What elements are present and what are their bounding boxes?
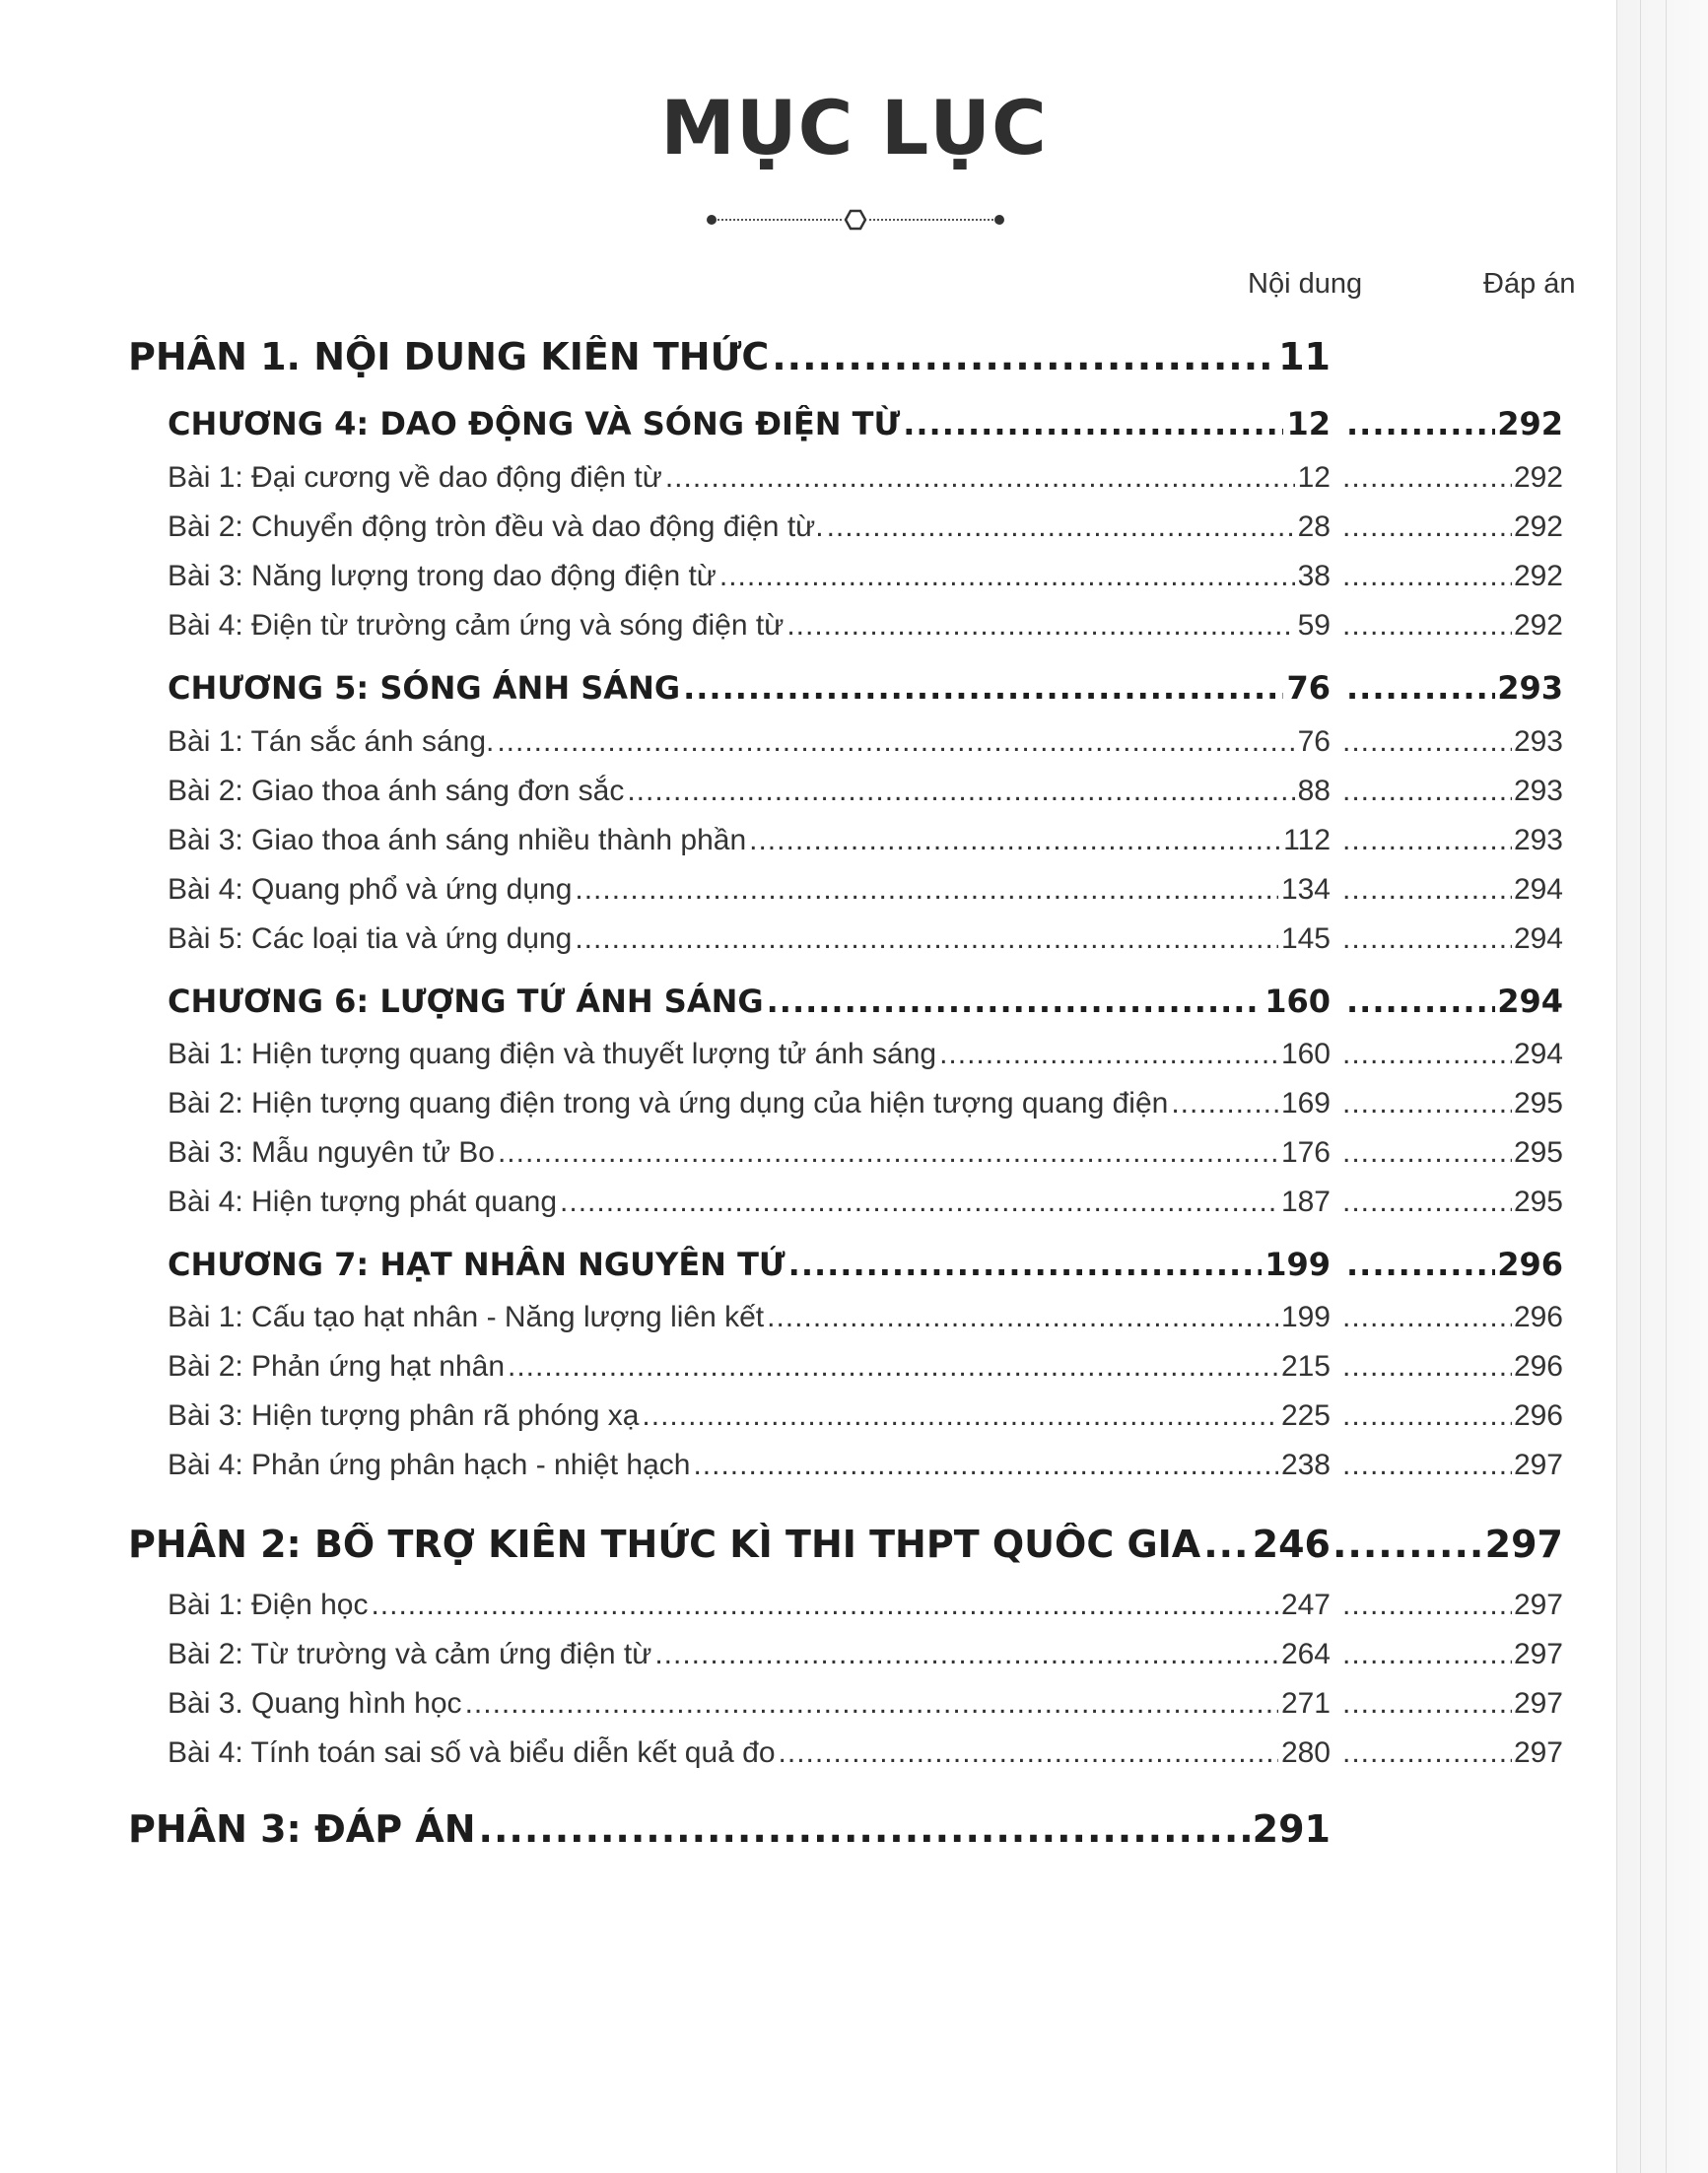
- toc-lesson[interactable]: Bài 2: Từ trường và cảm ứng điện từ ..... 264: [168, 1638, 1331, 1671]
- toc-lesson[interactable]: Bài 4: Quang phổ và ứng dụng ..... 134: [168, 873, 1331, 907]
- page-edge-line: [1640, 0, 1641, 2173]
- toc-answer-page: ..... 294: [1342, 1038, 1563, 1071]
- toc-lesson[interactable]: Bài 1: Tán sắc ánh sáng. ..... 76: [168, 725, 1331, 759]
- toc-page-number: 187: [1280, 1186, 1331, 1218]
- toc-page-number: 291: [1252, 1807, 1331, 1851]
- toc-answer-page: ..... 297: [1342, 1687, 1563, 1721]
- toc-lesson[interactable]: Bài 3: Mẫu nguyên tử Bo ..... 176: [168, 1136, 1331, 1170]
- toc-page-number: 11: [1278, 335, 1331, 378]
- toc-lesson[interactable]: Bài 2: Hiện tượng quang điện trong và ứng dụng của hiện tượng quang điện ..... 169: [168, 1087, 1331, 1120]
- toc-answer-page: ..... 297: [1342, 1638, 1563, 1671]
- toc-lesson[interactable]: Bài 4: Phản ứng phân hạch - nhiệt hạch ..... 238: [168, 1449, 1331, 1482]
- toc-page-number: 160: [1280, 1038, 1331, 1070]
- toc-lesson[interactable]: Bài 5: Các loại tia và ứng dụng ..... 145: [168, 922, 1331, 956]
- toc-lesson[interactable]: Bài 4: Hiện tượng phát quang ..... 187: [168, 1186, 1331, 1219]
- page-title: MỤC LỤC: [660, 84, 1048, 171]
- toc-answer-page: ..... 293: [1342, 725, 1563, 759]
- toc-page-number: 112: [1283, 824, 1331, 856]
- toc-page-number: 280: [1280, 1736, 1331, 1769]
- toc-page-number: 271: [1280, 1687, 1331, 1720]
- toc-answer-page: ..... 294: [1342, 873, 1563, 907]
- toc-answer-page: ..... 292: [1342, 560, 1563, 593]
- toc-answer-page: ..... 297: [1342, 1589, 1563, 1622]
- toc-answer-page: ..... 295: [1342, 1087, 1563, 1120]
- toc-page-number: 28: [1297, 510, 1331, 543]
- toc-answer-page: ..... 294: [1346, 983, 1563, 1020]
- toc-page-number: 247: [1280, 1589, 1331, 1621]
- page-edge-shade: [1616, 0, 1708, 2173]
- toc-lesson[interactable]: Bài 1: Đại cương về dao động điện từ ..... 12: [168, 461, 1331, 495]
- toc-answer-page: ..... 293: [1342, 775, 1563, 808]
- toc-answer-page: ..... 293: [1346, 669, 1563, 707]
- toc-page-number: 59: [1297, 609, 1331, 642]
- toc-chapter-4[interactable]: CHƯƠNG 4: DAO ĐỘNG VÀ SÓNG ĐIỆN TỪ ..... 12: [168, 405, 1331, 442]
- toc-lesson[interactable]: Bài 2: Phản ứng hạt nhân ..... 215: [168, 1350, 1331, 1384]
- toc-page-number: 238: [1280, 1449, 1331, 1481]
- toc-lesson[interactable]: Bài 3: Giao thoa ánh sáng nhiều thành phần ..... 112: [168, 824, 1331, 857]
- toc-chapter-5[interactable]: CHƯƠNG 5: SÓNG ÁNH SÁNG ..... 76: [168, 669, 1331, 707]
- toc-answer-page: ..... 296: [1342, 1399, 1563, 1433]
- toc-lesson[interactable]: Bài 2: Chuyển động tròn đều và dao động điện từ. ..... 28: [168, 510, 1331, 544]
- toc-answer-page: ..... 292: [1342, 461, 1563, 495]
- toc-answer-page: ..... 296: [1346, 1246, 1563, 1283]
- page-edge-line: [1666, 0, 1667, 2173]
- toc-page-number: 215: [1280, 1350, 1331, 1383]
- toc-page-number: 145: [1280, 922, 1331, 955]
- toc-page-number: 246: [1252, 1523, 1331, 1566]
- toc-page-number: 225: [1280, 1399, 1331, 1432]
- toc-page-number: 12: [1286, 405, 1331, 442]
- toc-page-number: 199: [1280, 1301, 1331, 1333]
- toc-page-number: 199: [1264, 1246, 1331, 1283]
- toc-part-1[interactable]: PHẦN 1. NỘI DUNG KIẾN THỨC ..... 11: [128, 335, 1331, 378]
- toc-answer-page: ..... 292: [1342, 609, 1563, 643]
- toc-answer-page: ..... 296: [1342, 1350, 1563, 1384]
- toc-chapter-6[interactable]: CHƯƠNG 6: LƯỢNG TỬ ÁNH SÁNG ..... 160: [168, 983, 1331, 1020]
- toc-answer-page: ..... 293: [1342, 824, 1563, 857]
- page-edge-line: [1616, 0, 1617, 2173]
- toc-lesson[interactable]: Bài 3: Năng lượng trong dao động điện từ ..... 38: [168, 560, 1331, 593]
- toc-lesson[interactable]: Bài 3: Hiện tượng phân rã phóng xạ ..... 225: [168, 1399, 1331, 1433]
- toc-answer-page: ..... 297: [1342, 1449, 1563, 1482]
- toc-page-number: 76: [1286, 669, 1331, 707]
- toc-part-2[interactable]: PHẦN 2: BỔ TRỢ KIẾN THỨC KÌ THI THPT QUỐC GIA ..... 246: [128, 1523, 1331, 1566]
- toc-page-number: 12: [1297, 461, 1331, 494]
- toc-lesson[interactable]: Bài 3. Quang hình học ..... 271: [168, 1687, 1331, 1721]
- toc-chapter-7[interactable]: CHƯƠNG 7: HẠT NHÂN NGUYÊN TỬ ..... 199: [168, 1246, 1331, 1283]
- toc-page-number: 38: [1297, 560, 1331, 592]
- toc-lesson[interactable]: Bài 1: Điện học ..... 247: [168, 1589, 1331, 1622]
- toc-lesson[interactable]: Bài 4: Tính toán sai số và biểu diễn kết quả đo ..... 280: [168, 1736, 1331, 1770]
- toc-answer-page: ..... 297: [1332, 1523, 1563, 1566]
- toc-part-3[interactable]: PHẦN 3: ĐÁP ÁN ..... 291: [128, 1807, 1331, 1851]
- column-header-answer: Đáp án: [1483, 268, 1576, 300]
- toc-lesson[interactable]: Bài 1: Hiện tượng quang điện và thuyết lượng tử ánh sáng ..... 160: [168, 1038, 1331, 1071]
- toc-page-number: 176: [1280, 1136, 1331, 1169]
- toc-answer-page: ..... 292: [1346, 405, 1563, 442]
- toc-answer-page: ..... 292: [1342, 510, 1563, 544]
- toc-page-number: 76: [1297, 725, 1331, 758]
- toc-answer-page: ..... 294: [1342, 922, 1563, 956]
- column-header-content: Nội dung: [1248, 268, 1363, 300]
- toc-answer-page: ..... 295: [1342, 1136, 1563, 1170]
- toc-lesson[interactable]: Bài 2: Giao thoa ánh sáng đơn sắc ..... 88: [168, 775, 1331, 808]
- toc-answer-page: ..... 297: [1342, 1736, 1563, 1770]
- toc-page-number: 160: [1264, 983, 1331, 1020]
- toc-lesson[interactable]: Bài 1: Cấu tạo hạt nhân - Năng lượng liên kết ..... 199: [168, 1301, 1331, 1334]
- toc-page-number: 264: [1280, 1638, 1331, 1670]
- toc-page-number: 169: [1280, 1087, 1331, 1120]
- title-ornament-divider: [702, 205, 1009, 235]
- toc-answer-page: ..... 296: [1342, 1301, 1563, 1334]
- toc-page-number: 88: [1297, 775, 1331, 807]
- toc-lesson[interactable]: Bài 4: Điện từ trường cảm ứng và sóng điện từ ..... 59: [168, 609, 1331, 643]
- toc-page-number: 134: [1280, 873, 1331, 906]
- toc-answer-page: ..... 295: [1342, 1186, 1563, 1219]
